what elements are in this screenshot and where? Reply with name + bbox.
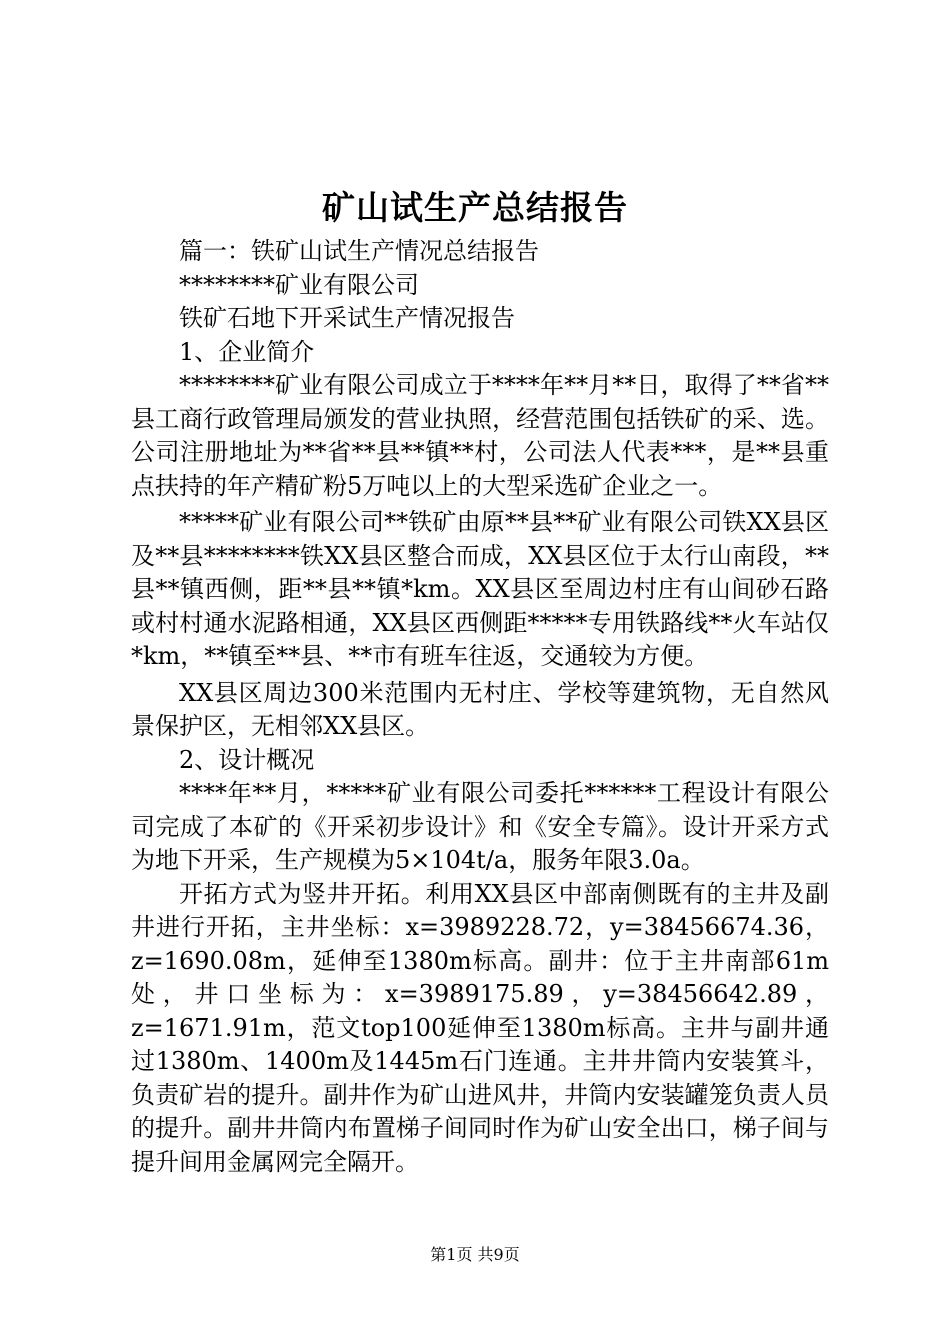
paragraph-heading-article: 篇一：铁矿山试生产情况总结报告 (179, 237, 539, 265)
page-number: 第1页 共9页 (430, 1245, 520, 1264)
section-heading-company-intro: 1、企业简介 (179, 337, 315, 366)
paragraph-company-intro: ********矿业有限公司成立于****年**月**日，取得了**省**县工商行政管理局颁发的营业执照，经营范围包括铁矿的采、选。公司注册地址为**省**县**镇**村，公司法人代表***，是**县重点扶持的年产精矿粉5万吨以上的大型采选矿企业之一。 (131, 371, 829, 500)
paragraph-design-overview: ****年**月，*****矿业有限公司委托******工程设计有限公司完成了本矿的《开采初步设计》和《安全专篇》。设计开采方式为地下开采，生产规模为5×104t/a，服务年限3.0a。 (131, 779, 829, 874)
paragraph-surroundings: XX县区周边300米范围内无村庄、学校等建筑物，无自然风景保护区，无相邻XX县区。 (131, 678, 829, 740)
paragraph-mine-location: *****矿业有限公司**铁矿由原**县**矿业有限公司铁XX县区及**县********铁XX县区整合而成，XX县区位于太行山南段，**县**镇西侧，距**县**镇*km。XX县区至周边村庄有山间砂石路或村村通水泥路相通，XX县区西侧距*****专用铁路线**火车站仅*km，**镇至**县、**市有班车往返，交通较为方便。 (131, 508, 829, 670)
document-title: 矿山试生产总结报告 (322, 188, 628, 227)
paragraph-company-name: ********矿业有限公司 (179, 270, 419, 299)
paragraph-report-subtitle: 铁矿石地下开采试生产情况报告 (179, 304, 515, 332)
section-heading-design-overview: 2、设计概况 (179, 745, 315, 774)
document-body (131, 235, 829, 1179)
paragraph-development-method: 开拓方式为竖井开拓。利用XX县区中部南侧既有的主井及副井进行开拓，主井坐标：x=3989228.72，y=38456674.36，z=1690.08m，延伸至1380m标高。副井：位于主井南部61m处，井口坐标为：x=3989175.89，y=38456642.89，z=1671.91m，范文top100延伸至1380m标高。主井与副井通过1380m、1400m及1445m石门连通。主井井筒内安装箕斗，负责矿岩的提升。副井作为矿山进风井，井筒内安装罐笼负责人员的提升。副井井筒内布置梯子间同时作为矿山安全出口，梯子间与提升间用金属网完全隔开。 (131, 879, 829, 1176)
